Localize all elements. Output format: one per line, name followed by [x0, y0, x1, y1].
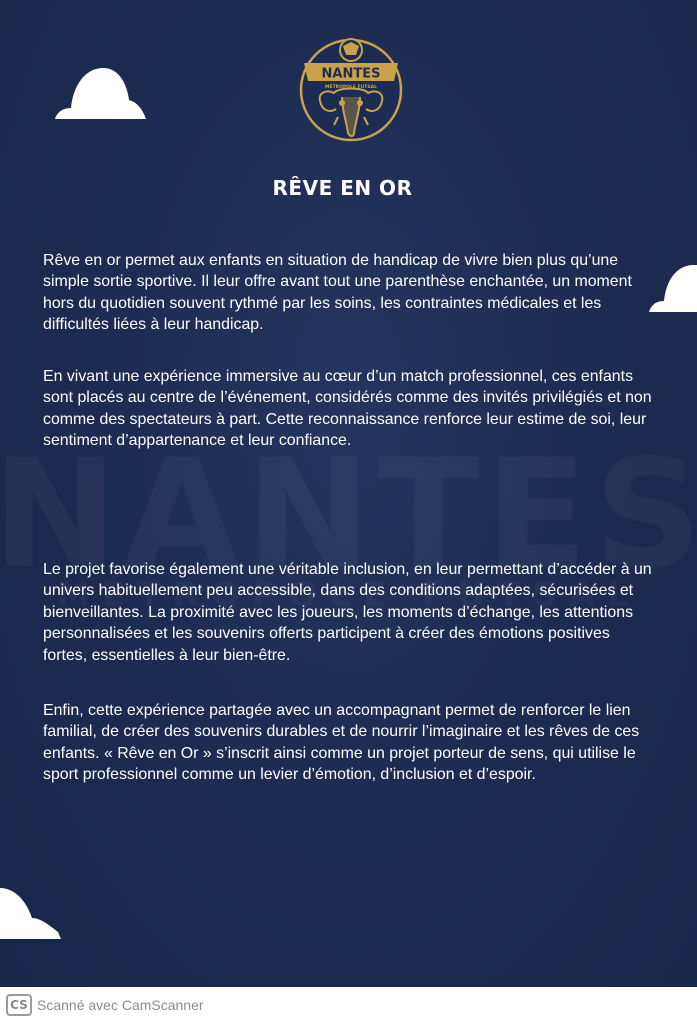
- club-logo: [298, 37, 404, 143]
- camscanner-icon: CS: [6, 994, 32, 1016]
- paragraph: En vivant une expérience immersive au cœur d’un match professionnel, ces enfants sont placés au centre de l’événement, considérés comme des invités privilégiés et non comme des spectateurs à part. Cette reconnaissance renforce leur estime de soi, leur sentiment d’appartenance et leur confiance.: [43, 368, 652, 450]
- page-title: RÊVE EN OR: [272, 176, 413, 200]
- paragraph: Rêve en or permet aux enfants en situation de handicap de vivre bien plus qu’une simple sortie sportive. Il leur offre avant tout une parenthèse enchantée, un moment hors du quotidien souvent rythmé par les soins, les contraintes médicales et les difficultés liées à leur handicap.: [43, 252, 632, 334]
- footer-text: Scanné avec CamScanner: [37, 997, 204, 1013]
- logo-title: NANTES: [321, 66, 381, 82]
- paragraph: Le projet favorise également une véritable inclusion, en leur permettant d’accéder à un univers habituellement peu accessible, dans des conditions adaptées, sécurisées et bienveillantes. La proximité avec les joueurs, les moments d’échange, les attentions personnalisées et les souvenirs offerts participent à créer des émotions positives fortes, essentielles à leur bien-être.: [43, 561, 652, 664]
- paragraph: Enfin, cette expérience partagée avec un accompagnant permet de renforcer le lien familial, de créer des souvenirs durables et de nourrir l’imaginaire et les rêves de ces enfants. « Rêve en Or » s’inscrit ainsi comme un projet porteur de sens, qui utilise le sport professionnel comme un levier d’émotion, d’inclusion et d’espoir.: [43, 702, 640, 784]
- cloud-icon: [53, 66, 147, 120]
- cloud-icon: [648, 263, 697, 313]
- cloud-icon: [0, 884, 62, 940]
- logo-subtitle: MÉTROPOLE FUTSAL: [325, 85, 377, 90]
- scanner-footer: [0, 987, 697, 1024]
